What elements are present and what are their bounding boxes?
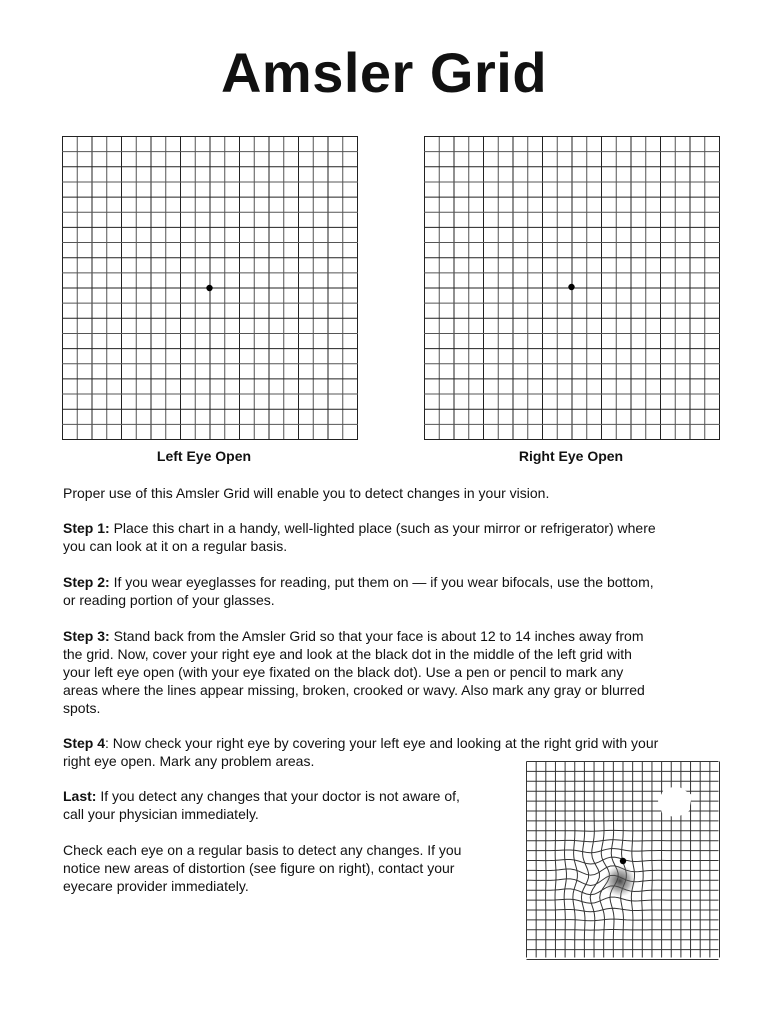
step-text: If you detect any changes that your doctor is not aware of,: [96, 788, 460, 804]
step-text: If you wear eyeglasses for reading, put them on — if you wear bifocals, use the bottom,: [109, 574, 654, 590]
note-text: notice new areas of distortion (see figure on right), contact your: [63, 860, 455, 876]
intro-text: [63, 484, 549, 502]
left-eye-caption: Left Eye Open: [156, 448, 252, 464]
last-step: [63, 787, 460, 823]
step-text: spots.: [63, 700, 101, 716]
check-note: [63, 841, 461, 895]
blurred-spot: [604, 865, 636, 897]
step-text: you can look at it on a regular basis.: [63, 538, 288, 554]
note-text: Check each eye on a regular basis to detect any changes. If you: [63, 842, 462, 858]
fixation-dot: [568, 284, 574, 290]
amsler-grid-left: [62, 136, 358, 440]
right-eye-caption: Right Eye Open: [518, 448, 624, 464]
step-text: the grid. Now, cover your right eye and look at the black dot in the middle of the left grid with: [63, 646, 632, 662]
step-text: areas where the lines appear missing, broken, crooked or wavy. Also mark any gray or blurred: [63, 682, 645, 698]
step-2: [63, 573, 654, 609]
step-text: call your physician immediately.: [63, 806, 259, 822]
step-text: your left eye open (with your eye fixated on the black dot). Use a pen or pencil to mark any: [63, 664, 624, 680]
page-title: Amsler Grid: [220, 41, 548, 104]
step-label: Step 4: [63, 735, 106, 751]
step-label: Last:: [63, 788, 97, 804]
step-text: Place this chart in a handy, well-lighted place (such as your mirror or refrigerator) where: [109, 520, 656, 536]
step-text: : Now check your right eye by covering your left eye and looking at the right grid with your: [105, 735, 659, 751]
amsler-grid-right: [424, 136, 720, 440]
fixation-dot: [206, 285, 212, 291]
step-text: Stand back from the Amsler Grid so that your face is about 12 to 14 inches away from: [109, 628, 644, 644]
step-label: Step 2:: [63, 574, 110, 590]
step-text: right eye open. Mark any problem areas.: [63, 753, 315, 769]
fixation-dot: [620, 858, 626, 864]
grid-line-horizontal: [527, 930, 719, 931]
intro-line: Proper use of this Amsler Grid will enable you to detect changes in your vision.: [63, 485, 550, 501]
step-label: Step 3:: [63, 628, 110, 644]
step-1: [63, 519, 656, 555]
distorted-grid-example: [526, 761, 720, 960]
step-text: or reading portion of your glasses.: [63, 592, 275, 608]
step-label: Step 1:: [63, 520, 110, 536]
step-3: [63, 627, 645, 717]
note-text: eyecare provider immediately.: [63, 878, 249, 894]
grid-line-horizontal: [527, 830, 719, 831]
